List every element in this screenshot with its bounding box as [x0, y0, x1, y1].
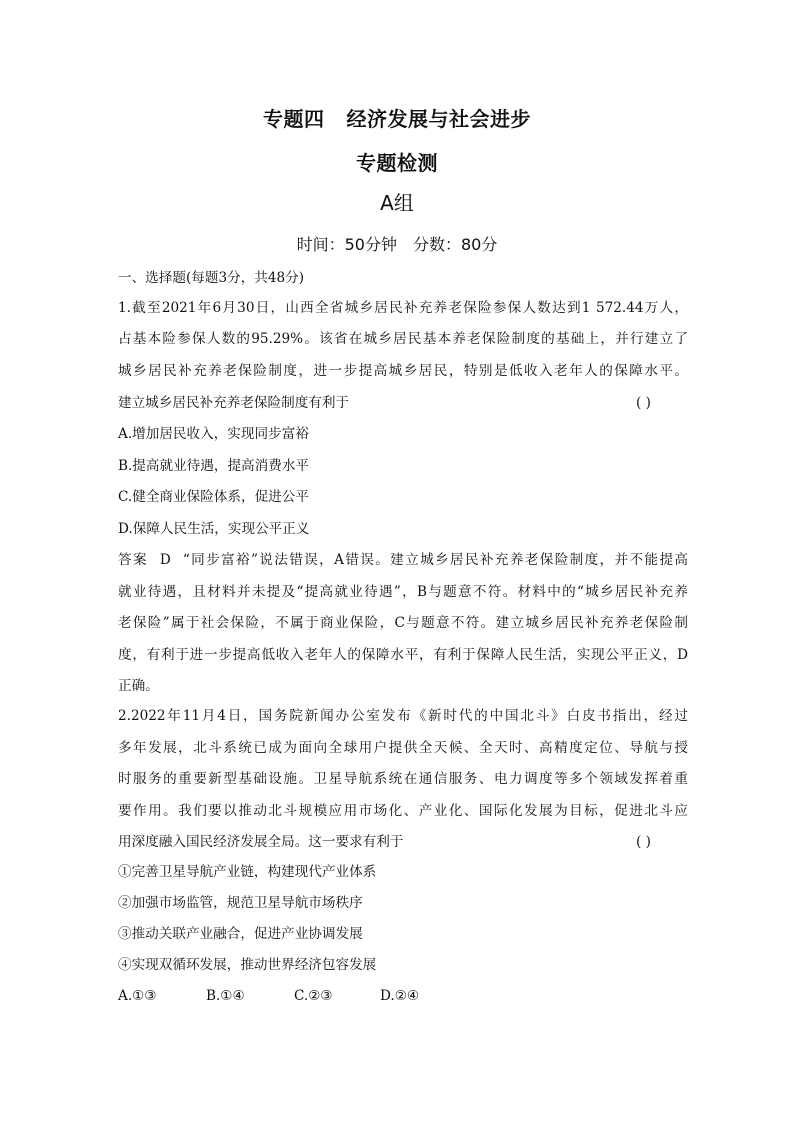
- q1-option-a: A.增加居民收入，实现同步富裕: [118, 426, 309, 442]
- explanation-line: 老保险”属于社会保险，不属于商业保险，C与题意不符。建立城乡居民补充养老保险制: [118, 615, 688, 631]
- q1-answer-line: [118, 552, 688, 568]
- section-heading: 一、选择题(每题3分，共48分): [118, 270, 305, 286]
- q2-line: 要作用。我们要以推动北斗规模应用市场化、产业化、国际化发展为目标，促进北斗应: [118, 803, 688, 819]
- group-label: A组: [380, 191, 414, 215]
- q1-option-b: B.提高就业待遇，提高消费水平: [118, 458, 310, 474]
- explanation-line: 就业待遇，且材料并未提及“提高就业待遇”，B与题意不符。材料中的“城乡居民补充养: [118, 584, 688, 600]
- q2-option-b: B.①④: [206, 988, 245, 1004]
- exam-info: [0, 232, 794, 255]
- q2-line: 多年发展，北斗系统已成为面向全球用户提供全天候、全天时、高精度定位、导航与授: [118, 740, 688, 756]
- q1-line: 1.截至2021年6月30日，山西全省城乡居民补充养老保险参保人数达到1 572.44万人，: [118, 300, 688, 316]
- explanation-line: 正确。: [118, 678, 159, 694]
- answer-key: D: [159, 552, 171, 568]
- score-info: 分数：80分: [413, 235, 498, 254]
- explanation-text: “同步富裕”说法错误，A错误。建立城乡居民补充养老保险制度，并不能提高: [182, 552, 688, 568]
- explanation-line: 度，有利于进一步提高低收入老年人的保障水平，有利于保障人民生活，实现公平正义，D: [118, 647, 688, 663]
- topic-name: 经济发展与社会进步: [346, 107, 531, 131]
- q1-line: 城乡居民补充养老保险制度，进一步提高城乡居民，特别是低收入老年人的保障水平。: [118, 363, 688, 379]
- q2-line: 时服务的重要新型基础设施。卫星导航系统在通信服务、电力调度等多个领域发挥着重: [118, 771, 688, 787]
- q2-statement-2: ②加强市场监管，规范卫星导航市场秩序: [118, 895, 363, 911]
- q2-statement-1: ①完善卫星导航产业链，构建现代产业体系: [118, 864, 377, 880]
- q2-options: [118, 988, 419, 1004]
- q2-option-a: A.①③: [118, 988, 157, 1004]
- topic-title: [0, 103, 794, 132]
- q2-option-c: C.②③: [294, 988, 333, 1004]
- q1-answer-blank: ( ): [636, 395, 651, 411]
- q2-answer-blank: ( ): [636, 834, 651, 850]
- q2-line: 2.2022年11月4日，国务院新闻办公室发布《新时代的中国北斗》白皮书指出，经过: [118, 708, 688, 724]
- q2-option-d: D.②④: [380, 988, 420, 1004]
- answer-label: 答案: [118, 552, 148, 568]
- q1-line: 占基本险参保人数的95.29%。该省在城乡居民基本养老保险制度的基础上，并行建立了: [118, 331, 688, 347]
- q1-option-c: C.健全商业保险体系，促进公平: [118, 489, 309, 505]
- topic-number: 专题四: [263, 107, 325, 131]
- q1-question-stem: 建立城乡居民补充养老保险制度有利于: [118, 395, 350, 411]
- subtitle: 专题检测: [356, 151, 438, 175]
- time-info: 时间：50分钟: [296, 235, 397, 254]
- q2-statement-3: ③推动关联产业融合，促进产业协调发展: [118, 926, 363, 942]
- q2-statement-4: ④实现双循环发展，推动世界经济包容发展: [118, 957, 377, 973]
- q1-option-d: D.保障人民生活，实现公平正义: [118, 521, 310, 537]
- q2-question-stem: 用深度融入国民经济发展全局。这一要求有利于: [118, 834, 404, 850]
